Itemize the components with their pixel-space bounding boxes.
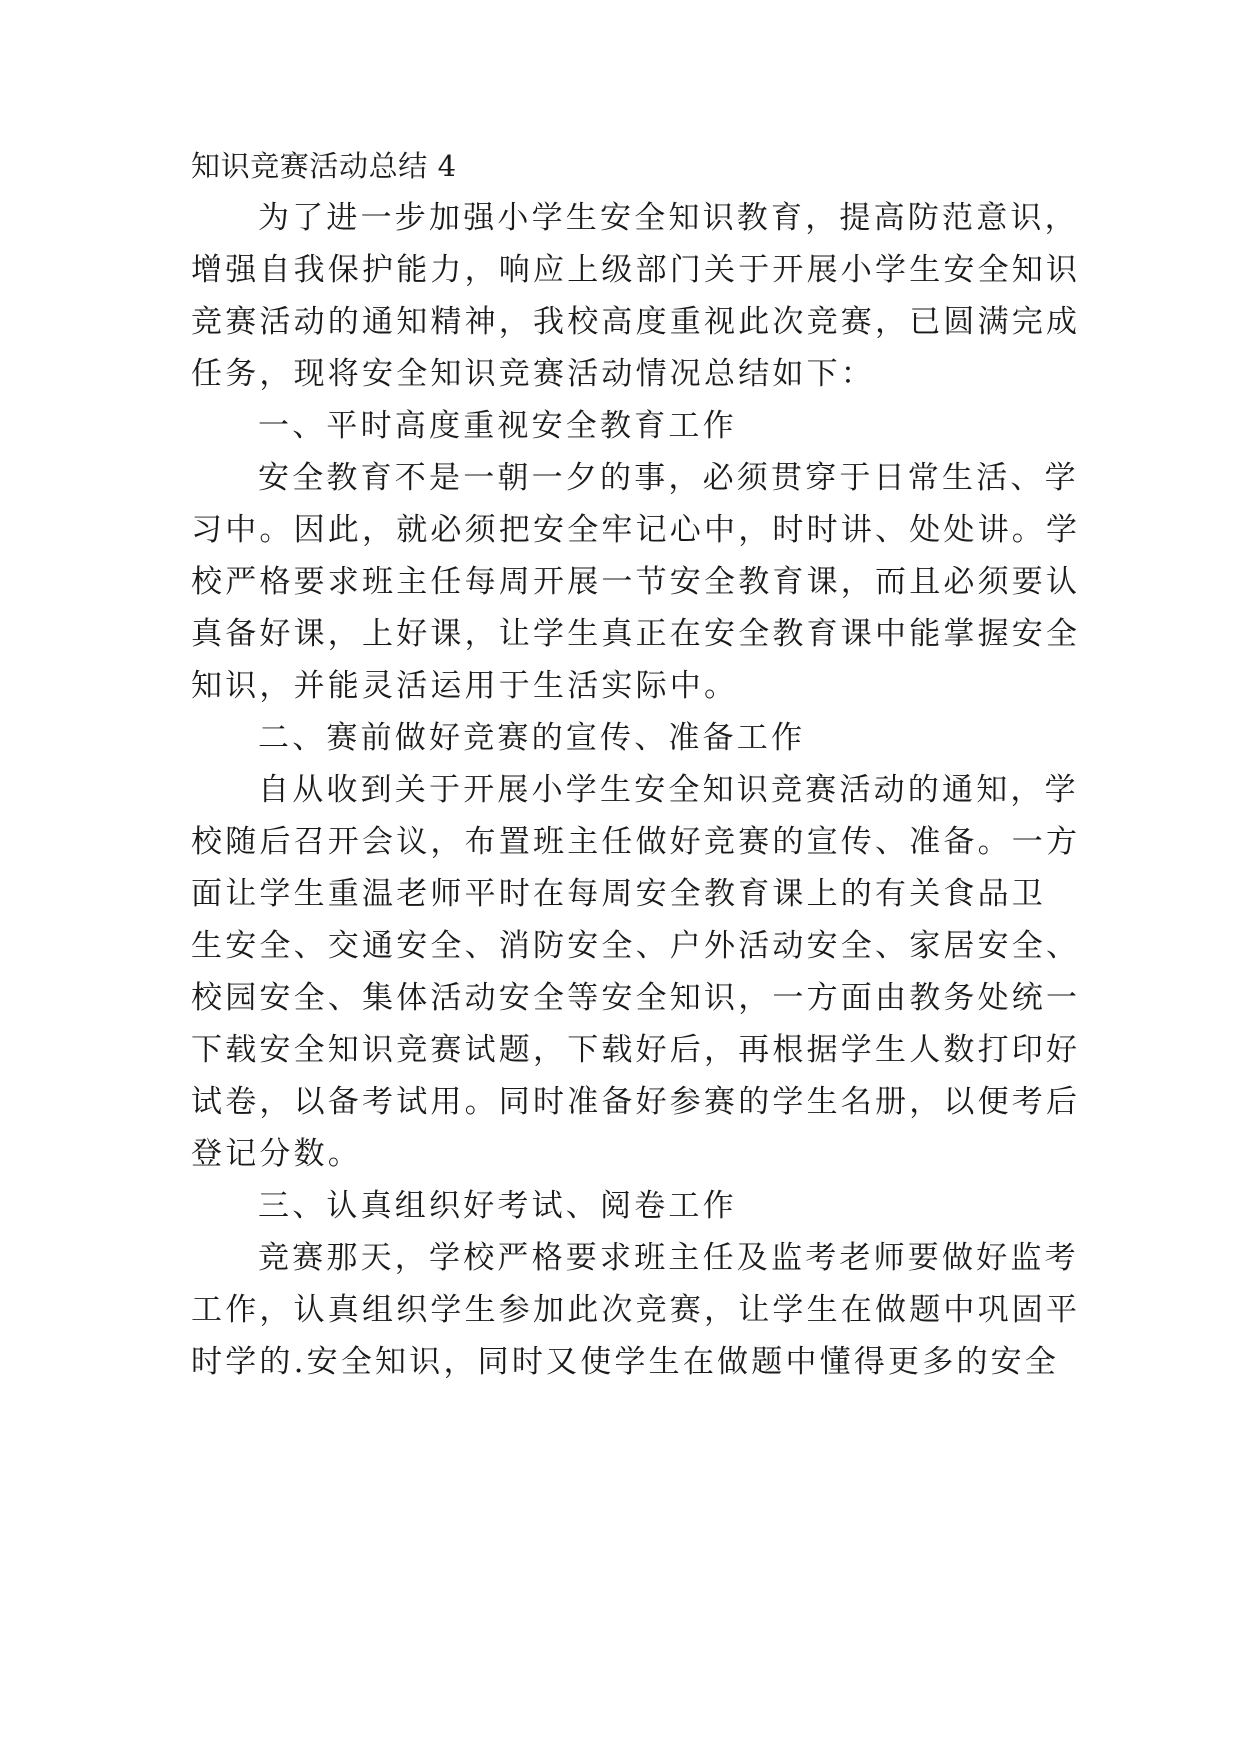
paragraph-line: 为了进一步加强小学生安全知识教育，提高防范意识， [258, 200, 1079, 236]
paragraph-line: 增强自我保护能力，响应上级部门关于开展小学生安全知识 [191, 252, 1081, 288]
paragraph-line: 竞赛活动的通知精神，我校高度重视此次竞赛，已圆满完成 [191, 304, 1081, 340]
document-title: 知识竞赛活动总结 4 [191, 149, 457, 183]
paragraph-line: 安全教育不是一朝一夕的事，必须贯穿于日常生活、学 [258, 460, 1079, 496]
paragraph-line: 真备好课，上好课，让学生真正在安全教育课中能掌握安全 [191, 616, 1081, 652]
paragraph-line: 任务，现将安全知识竞赛活动情况总结如下： [191, 356, 875, 392]
paragraph-line: 登记分数。 [191, 1136, 362, 1172]
section-heading: 二、赛前做好竞赛的宣传、准备工作 [258, 720, 806, 756]
paragraph-line: 面让学生重温老师平时在每周安全教育课上的有关食品卫 [191, 876, 1046, 912]
paragraph-line: 时学的.安全知识，同时又使学生在做题中懂得更多的安全 [191, 1344, 1060, 1380]
paragraph-line: 校园安全、集体活动安全等安全知识，一方面由教务处统一 [191, 980, 1081, 1016]
paragraph-line: 自从收到关于开展小学生安全知识竞赛活动的通知，学 [258, 772, 1079, 808]
section-heading: 一、平时高度重视安全教育工作 [258, 408, 737, 444]
paragraph-line: 校严格要求班主任每周开展一节安全教育课，而且必须要认 [191, 564, 1081, 600]
section-heading: 三、认真组织好考试、阅卷工作 [258, 1188, 737, 1224]
paragraph-line: 校随后召开会议，布置班主任做好竞赛的宣传、准备。一方 [191, 824, 1081, 860]
paragraph-line: 工作，认真组织学生参加此次竞赛，让学生在做题中巩固平 [191, 1292, 1081, 1328]
paragraph-line: 下载安全知识竞赛试题，下载好后，再根据学生人数打印好 [191, 1032, 1081, 1068]
paragraph-line: 习中。因此，就必须把安全牢记心中，时时讲、处处讲。学 [191, 512, 1081, 548]
paragraph-line: 竞赛那天，学校严格要求班主任及监考老师要做好监考 [258, 1240, 1079, 1276]
paragraph-line: 知识，并能灵活运用于生活实际中。 [191, 668, 739, 704]
paragraph-line: 生安全、交通安全、消防安全、户外活动安全、家居安全、 [191, 928, 1081, 964]
paragraph-line: 试卷，以备考试用。同时准备好参赛的学生名册，以便考后 [191, 1084, 1081, 1120]
